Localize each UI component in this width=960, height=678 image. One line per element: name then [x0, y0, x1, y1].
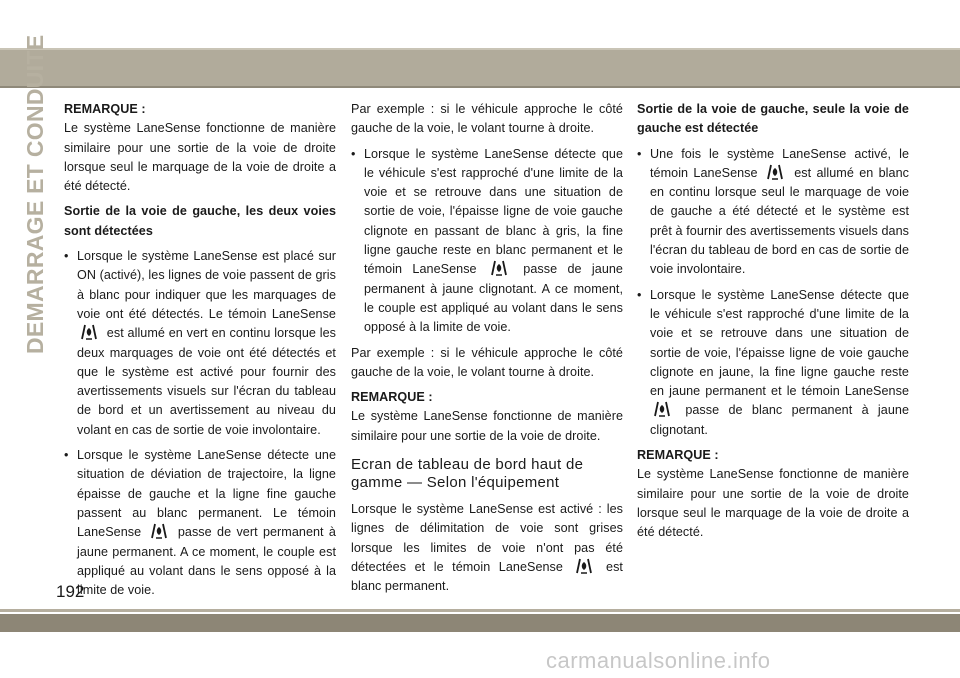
note-text: Le système LaneSense fonctionne de manière similaire pour une sortie de la voie de droite lorsque seul le marquage de la voie de droite a été détecté.: [637, 467, 909, 540]
footer-line: [0, 609, 960, 612]
paragraph-text: est blanc permanent.: [351, 559, 623, 594]
bullet-text: passe de vert permanent à jaune permanent. A ce moment, le couple est appliqué au volant dans le sens opposé à la limite de voie.: [77, 525, 336, 598]
bullet-text: passe de jaune permanent à jaune clignotant. A ce moment, le couple est appliqué au volant dans le sens opposé à la limite de voie.: [364, 262, 623, 335]
bullet-text: Lorsque le système LaneSense détecte que le véhicule s'est rapproché d'une limite de la voie et se retrouve dans une situation de sortie de voie, l'épaisse ligne de voie gauche clignote en passant de blanc à gris, la fine ligne gauche reste en blanc permanent et le témoin LaneSense: [364, 146, 623, 277]
section-heading: Sortie de la voie de gauche, les deux voies sont détectées: [64, 204, 336, 238]
section-heading: Ecran de tableau de bord haut de gamme — Selon l'équipement: [351, 456, 584, 492]
lanesense-icon: [765, 164, 785, 180]
note-text: Le système LaneSense fonctionne de manière similaire pour une sortie de la voie de droite.: [351, 409, 623, 443]
column-3: [637, 100, 909, 549]
column-1: [64, 100, 336, 606]
bullet-text: est allumé en blanc en continu lorsque seul le marquage de voie de gauche a été détecté et le système est prêt à fournir des avertissements visuels dans l'écran du tableau de bord en cas de sortie de voie involontaire.: [650, 165, 909, 277]
bullet-text: Une fois le système LaneSense activé, le témoin LaneSense: [650, 146, 909, 180]
note-label: REMARQUE :: [64, 102, 146, 116]
section-side-title-text: DEMARRAGE ET CONDUITE: [22, 34, 48, 354]
watermark: carmanualsonline.info: [546, 648, 771, 673]
note-label: REMARQUE :: [637, 448, 719, 463]
bullet-text: Lorsque le système LaneSense est placé sur ON (activé), les lignes de voie passent de gris à blanc pour indiquer que les marquages de voie ont été détectés. Le témoin LaneSense: [77, 249, 336, 321]
page-number: 192: [56, 582, 85, 601]
lanesense-icon: [574, 558, 594, 574]
section-side-title: [22, 34, 56, 354]
paragraph-text: Lorsque le système LaneSense est activé : les lignes de délimitation de voie sont grises lorsque les limites de voie n'ont pas été détectées et le témoin LaneSense: [351, 502, 623, 574]
lanesense-icon: [652, 401, 672, 417]
lanesense-icon: [79, 324, 99, 340]
bullet-text: est allumé en vert en continu lorsque les deux marquages de voie ont été détectés et que le système est activé pour fournir des avertissements visuels sur l'écran du tableau de bord et un avertissement au niveau du volant en cas de sortie de voie involontaire.: [77, 326, 336, 437]
bullet-item: [637, 145, 909, 280]
bullet-item: [637, 286, 909, 440]
bullet-text: Lorsque le système LaneSense détecte que le véhicule s'est rapproché d'une limite de la voie et se retrouve dans une situation de sortie de voie, l'épaisse ligne de voie gauche clignote en jaune, la fine ligne gauche reste en jaune permanent et le témoin LaneSense: [650, 287, 909, 399]
footer-band: [0, 614, 960, 632]
bullet-item: [64, 446, 336, 600]
note-label: REMARQUE :: [351, 390, 433, 405]
bullet-item: [351, 145, 623, 338]
lanesense-icon: [489, 260, 509, 276]
bullet-text: Lorsque le système LaneSense détecte une situation de déviation de trajectoire, la ligne épaisse de gauche et la ligne fine gauche passent au blanc permanent. Le témoin LaneSense: [77, 448, 336, 540]
note-text: Le système LaneSense fonctionne de manière similaire pour une sortie de la voie de droite lorsque seul le marquage de la voie de droite a été détecté.: [64, 121, 336, 194]
section-heading: Sortie de la voie de gauche, seule la voie de gauche est détectée: [637, 102, 909, 136]
header-band: [0, 48, 960, 88]
paragraph: Par exemple : si le véhicule approche le côté gauche de la voie, le volant tourne à droite.: [351, 345, 623, 379]
bullet-text: passe de blanc permanent à jaune clignotant.: [650, 403, 909, 437]
paragraph: [351, 500, 623, 596]
bullet-item: [64, 247, 336, 440]
lanesense-icon: [149, 523, 169, 539]
column-2: [351, 100, 623, 603]
paragraph: Par exemple : si le véhicule approche le côté gauche de la voie, le volant tourne à droite.: [351, 102, 623, 136]
